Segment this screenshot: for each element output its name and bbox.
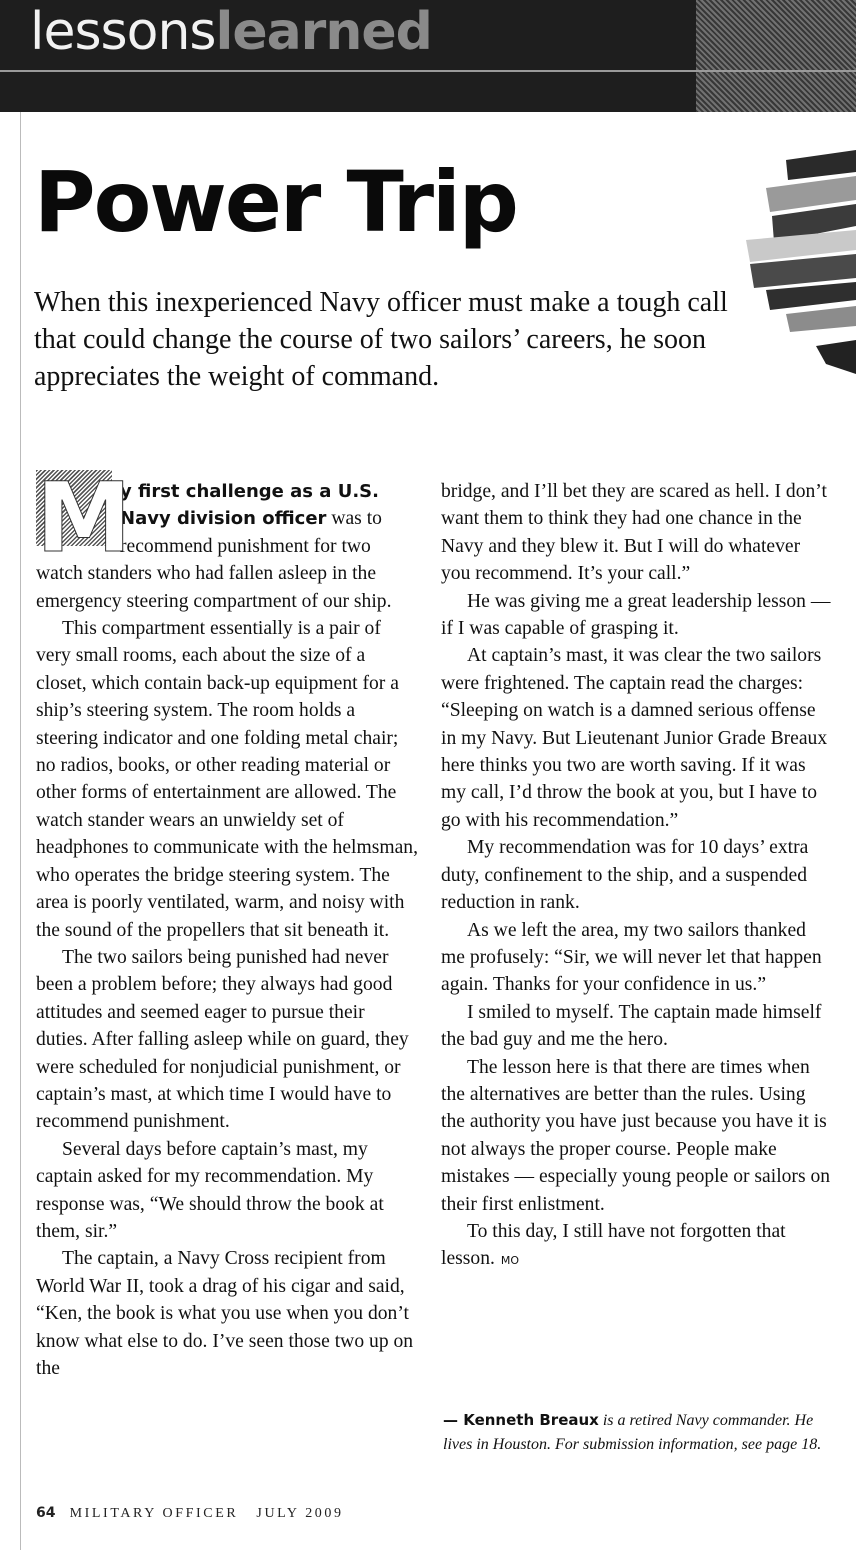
body-paragraph: He was giving me a great leadership lesson — if I was capable of grasping it. bbox=[441, 590, 831, 640]
body-paragraph: At captain’s mast, it was clear the two sailors were frightened. The captain read the charges: “Sleeping on watch is a damned serious offense in my Navy. But Lieutenant Junior Grade Breaux here thinks you two are worth saving. If it was my call, I’d throw the book at you, but I have to go with his recommendation.” bbox=[441, 645, 828, 831]
publication-name: MILITARY OFFICER bbox=[69, 1506, 239, 1521]
page-footer bbox=[36, 1505, 344, 1522]
body-paragraph: The lesson here is that there are times when the alternatives are better than the rules. Using the authority you have just because you have it is not always the proper course. People make mistakes — especially young people or sailors on their first enlistment. bbox=[441, 1056, 831, 1215]
issue-date: JULY 2009 bbox=[256, 1506, 344, 1521]
end-mark: MO bbox=[500, 1254, 520, 1268]
body-paragraph: I smiled to myself. The captain made himself the bad guy and me the hero. bbox=[441, 1001, 822, 1051]
continued-paragraph: bridge, and I’ll bet they are scared as hell. I don’t want them to think they had one chance in the Navy and they blew it. But I will do whatever you recommend. It’s your call.” bbox=[441, 481, 827, 585]
body-paragraph: The captain, a Navy Cross recipient from World War II, took a drag of his cigar and said, “Ken, the book is what you use when you don’t know what else to do. I’ve seen those two up on the bbox=[36, 1248, 414, 1379]
left-column bbox=[36, 462, 420, 1382]
article-deck: When this inexperienced Navy officer must make a tough call that could change the course of two sailors’ careers, he soon appreciates the weight of command. bbox=[34, 287, 728, 392]
author-name: — Kenneth Breaux bbox=[443, 1411, 599, 1429]
page-number: 64 bbox=[36, 1505, 56, 1521]
body-paragraph: This compartment essentially is a pair of very small rooms, each about the size of a closet, which contain back-up equipment for a ship’s steering system. The room holds a steering indicator and one folding metal chair; no radios, books, or other reading material or other forms of entertainment are allowed. The watch stander wears an unwieldy set of headphones to communicate with the helmsman, who operates the bridge steering system. The area is poorly ventilated, warm, and noisy with the sound of the propellers that sit beneath it. bbox=[36, 618, 418, 941]
body-paragraph: My recommendation was for 10 days’ extra duty, confinement to the ship, and a suspended reduction in rank. bbox=[441, 837, 809, 914]
lead-in: y first challenge as a U.S. Navy division officer bbox=[120, 481, 379, 530]
body-paragraph: As we left the area, my two sailors thanked me profusely: “Sir, we will never let that happen again. Thanks for your confidence in us.” bbox=[441, 919, 822, 996]
header-rule bbox=[0, 70, 856, 72]
section-header bbox=[0, 0, 856, 112]
right-column bbox=[441, 478, 831, 1275]
left-margin-rule bbox=[20, 112, 21, 1550]
first-paragraph-text: was to recommend punishment for two watch standers who had fallen asleep in the emergency steering compartment of our ship. bbox=[36, 508, 392, 612]
last-paragraph-text: To this day, I still have not forgotten that lesson. bbox=[441, 1220, 786, 1270]
author-bio bbox=[443, 1408, 833, 1457]
first-paragraph bbox=[36, 462, 420, 615]
drop-cap bbox=[36, 462, 132, 574]
section-name-light: lessons bbox=[30, 2, 216, 62]
body-paragraph: Several days before captain’s mast, my captain asked for my recommendation. My response was, “We should throw the book at them, sir.” bbox=[36, 1138, 384, 1242]
header-texture bbox=[696, 0, 856, 112]
section-name-bold: learned bbox=[215, 2, 432, 62]
article-title: Power Trip bbox=[34, 153, 517, 251]
author-bio-text: is a retired Navy commander. He lives in Houston. For submission information, see page 18. bbox=[443, 1412, 822, 1453]
book-stack-icon bbox=[746, 150, 856, 374]
body-paragraph: The two sailors being punished had never been a problem before; they always had good attitudes and seemed eager to pursue their duties. After falling asleep while on guard, they were scheduled for nonjudicial punishment, or captain’s mast, at which time I would have to recommend punishment. bbox=[36, 946, 409, 1133]
book-stack-illustration bbox=[726, 150, 856, 380]
section-name bbox=[30, 2, 432, 62]
drop-cap-letter: M bbox=[36, 462, 132, 574]
last-paragraph bbox=[441, 1218, 831, 1275]
